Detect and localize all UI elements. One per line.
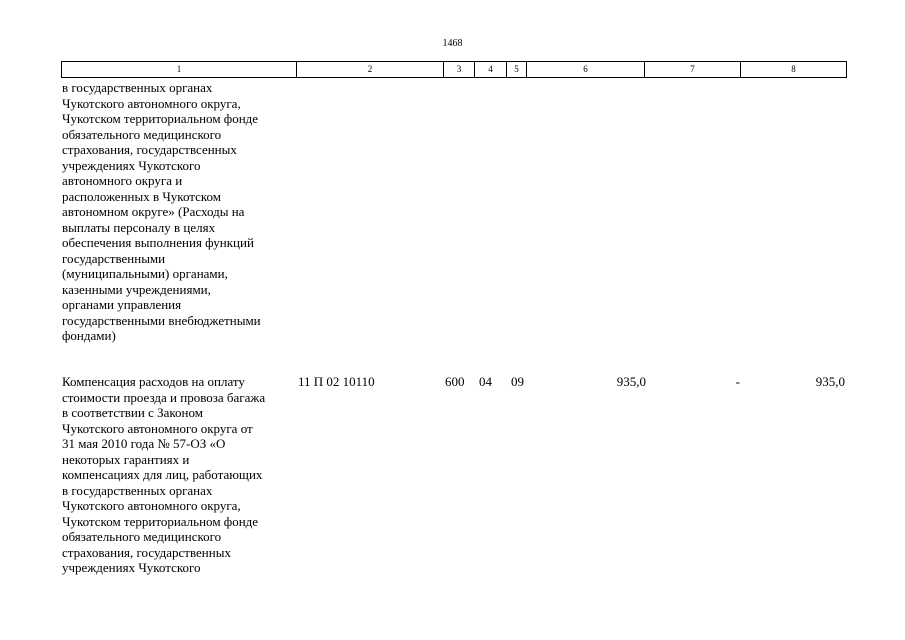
page-number: 1468 xyxy=(442,38,463,49)
continuation-description: в государственных органах Чукотского автономного округа, Чукотском территориальном фонде обязательного медицинского страхования, государствсенных учреждениях Чукотского автономного округа и расположенных в Чукотском автономном округе» (Расходы на выплаты персоналу в целях обеспечения выполнения функций государственными (муниципальными) органами, казенными учреждениями, органами управления государственными внебюджетными фондами) xyxy=(62,80,261,343)
column-header-table xyxy=(61,61,847,78)
row-amount-final: 935,0 xyxy=(815,374,845,389)
column-header-5: 5 xyxy=(507,62,527,78)
row-expense-type: 600 xyxy=(445,374,465,389)
column-header-6: 6 xyxy=(527,62,645,78)
row-amount-total: 935,0 xyxy=(616,374,646,389)
column-header-7: 7 xyxy=(645,62,741,78)
row-description: Компенсация расходов на оплату стоимости проезда и провоза багажа в соответствии с Законом Чукотского автономного округа от 31 мая 2010 года № 57-ОЗ «О некоторых гарантиях и компенсациях для лиц, работающих в государственных органах Чукотского автономного округа, Чукотском территориальном фонде обязательного медицинского страхования, государственных учреждениях Чукотского xyxy=(62,374,266,575)
column-header-4: 4 xyxy=(475,62,507,78)
row-section: 04 xyxy=(479,374,492,389)
column-header-8: 8 xyxy=(741,62,847,78)
column-header-1: 1 xyxy=(62,62,297,78)
row-subsection: 09 xyxy=(511,374,524,389)
column-header-2: 2 xyxy=(297,62,444,78)
row-amount-change: - xyxy=(735,374,740,389)
column-header-3: 3 xyxy=(444,62,475,78)
column-header-row xyxy=(62,62,847,78)
row-target-article: 11 П 02 10110 xyxy=(298,374,375,389)
